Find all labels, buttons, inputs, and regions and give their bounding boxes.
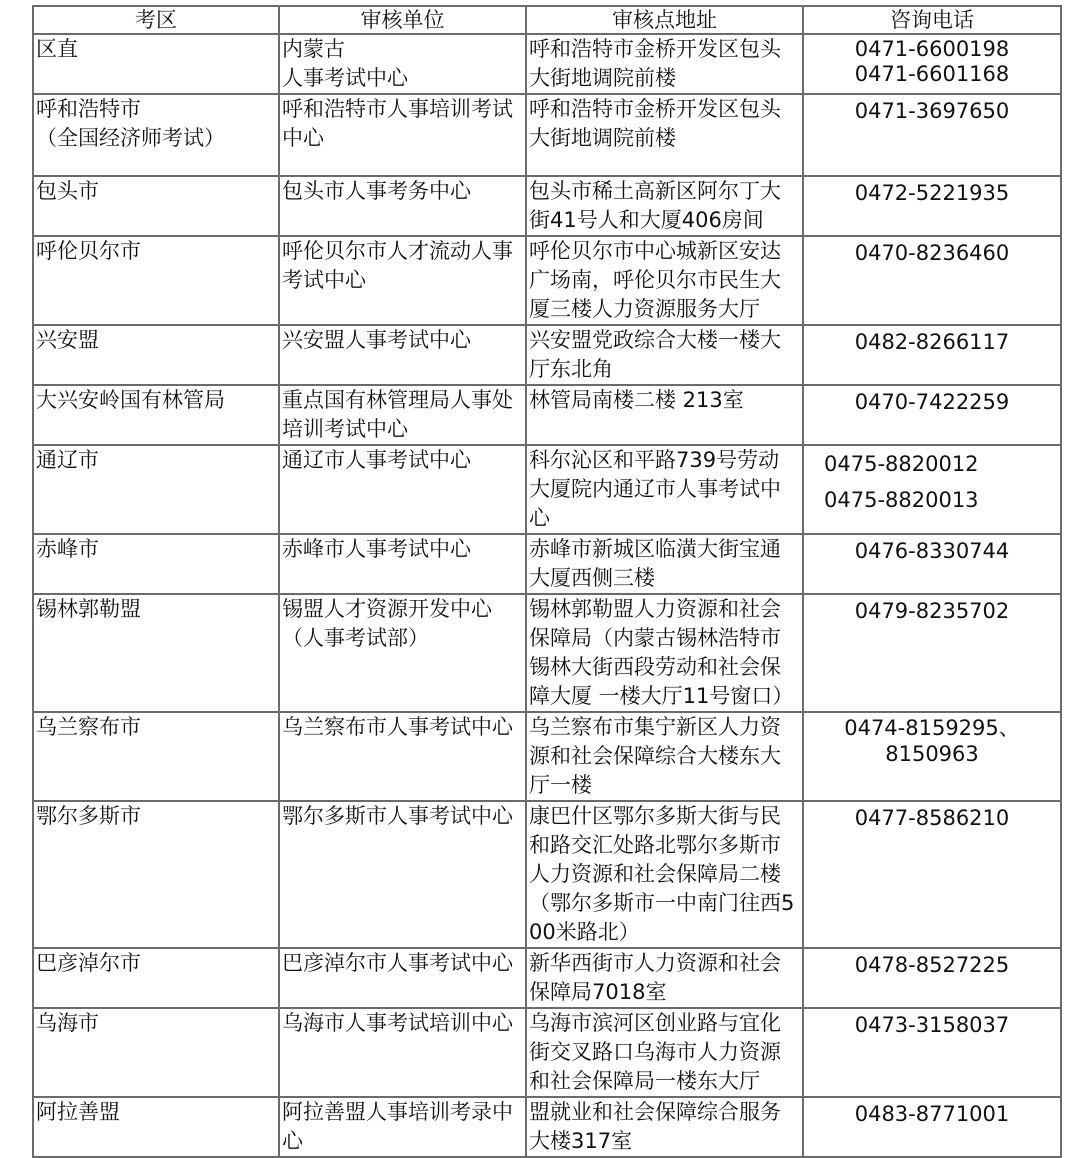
cell-address: 赤峰市新城区临潢大街宝通大厦西侧三楼 — [526, 534, 803, 594]
cell-phone: 0476-8330744 — [803, 534, 1061, 594]
cell-address: 康巴什区鄂尔多斯大街与民和路交汇处路北鄂尔多斯市人力资源和社会保障局二楼（鄂尔多斯市一中南门往西500米路北） — [526, 801, 803, 948]
table-row — [33, 534, 1061, 594]
cell-unit: 赤峰市人事考试中心 — [279, 534, 526, 594]
table-row — [33, 94, 1061, 176]
table-row — [33, 1008, 1061, 1097]
cell-unit: 通辽市人事考试中心 — [279, 445, 526, 534]
cell-area: 锡林郭勒盟 — [33, 594, 279, 712]
cell-phone: 0471-6600198 0471-6601168 — [803, 34, 1061, 94]
cell-unit: 重点国有林管理局人事处培训考试中心 — [279, 385, 526, 445]
cell-phone: 0477-8586210 — [803, 801, 1061, 948]
table-header-row — [33, 6, 1061, 34]
cell-phone: 0479-8235702 — [803, 594, 1061, 712]
table-row — [33, 34, 1061, 94]
cell-phone: 0475-8820012 0475-8820013 — [803, 445, 1061, 534]
cell-area: 呼和浩特市 （全国经济师考试） — [33, 94, 279, 176]
cell-unit: 锡盟人才资源开发中心 （人事考试部） — [279, 594, 526, 712]
cell-address: 盟就业和社会保障综合服务大楼317室 — [526, 1097, 803, 1157]
cell-address: 林管局南楼二楼 213室 — [526, 385, 803, 445]
cell-area: 兴安盟 — [33, 325, 279, 385]
table-row — [33, 801, 1061, 948]
cell-area: 通辽市 — [33, 445, 279, 534]
table-row — [33, 594, 1061, 712]
table-row — [33, 445, 1061, 534]
table-row — [33, 1097, 1061, 1157]
cell-area: 区直 — [33, 34, 279, 94]
cell-address: 呼和浩特市金桥开发区包头大街地调院前楼 — [526, 34, 803, 94]
cell-unit: 鄂尔多斯市人事考试中心 — [279, 801, 526, 948]
cell-address: 呼和浩特市金桥开发区包头大街地调院前楼 — [526, 94, 803, 176]
table-row — [33, 948, 1061, 1008]
exam-review-table-container — [32, 5, 1060, 1158]
header-exam-area: 考区 — [33, 6, 279, 34]
cell-area: 乌海市 — [33, 1008, 279, 1097]
table-row — [33, 712, 1061, 801]
cell-address: 乌兰察布市集宁新区人力资源和社会保障综合大楼东大厅一楼 — [526, 712, 803, 801]
cell-phone: 0471-3697650 — [803, 94, 1061, 176]
cell-area: 鄂尔多斯市 — [33, 801, 279, 948]
cell-phone: 0470-7422259 — [803, 385, 1061, 445]
cell-unit: 巴彦淖尔市人事考试中心 — [279, 948, 526, 1008]
cell-area: 包头市 — [33, 176, 279, 236]
cell-address: 呼伦贝尔市中心城新区安达广场南，呼伦贝尔市民生大厦三楼人力资源服务大厅 — [526, 236, 803, 325]
table-row — [33, 325, 1061, 385]
cell-phone: 0482-8266117 — [803, 325, 1061, 385]
cell-area: 阿拉善盟 — [33, 1097, 279, 1157]
header-consult-phone: 咨询电话 — [803, 6, 1061, 34]
cell-phone: 0483-8771001 — [803, 1097, 1061, 1157]
table-row — [33, 236, 1061, 325]
cell-area: 大兴安岭国有林管局 — [33, 385, 279, 445]
cell-address: 兴安盟党政综合大楼一楼大厅东北角 — [526, 325, 803, 385]
cell-unit: 阿拉善盟人事培训考录中心 — [279, 1097, 526, 1157]
table-row — [33, 176, 1061, 236]
cell-unit: 内蒙古 人事考试中心 — [279, 34, 526, 94]
exam-review-table — [32, 5, 1062, 1158]
cell-phone: 0473-3158037 — [803, 1008, 1061, 1097]
cell-address: 新华西街市人力资源和社会保障局7018室 — [526, 948, 803, 1008]
cell-address: 包头市稀土高新区阿尔丁大街41号人和大厦406房间 — [526, 176, 803, 236]
cell-unit: 兴安盟人事考试中心 — [279, 325, 526, 385]
cell-address: 锡林郭勒盟人力资源和社会保障局（内蒙古锡林浩特市锡林大街西段劳动和社会保障大厦 一楼大厅11号窗口） — [526, 594, 803, 712]
cell-unit: 呼和浩特市人事培训考试中心 — [279, 94, 526, 176]
cell-phone: 0474-8159295、 8150963 — [803, 712, 1061, 801]
cell-area: 赤峰市 — [33, 534, 279, 594]
cell-unit: 包头市人事考务中心 — [279, 176, 526, 236]
cell-area: 巴彦淖尔市 — [33, 948, 279, 1008]
cell-area: 呼伦贝尔市 — [33, 236, 279, 325]
cell-unit: 乌兰察布市人事考试中心 — [279, 712, 526, 801]
table-row — [33, 385, 1061, 445]
cell-address: 科尔沁区和平路739号劳动大厦院内通辽市人事考试中心 — [526, 445, 803, 534]
cell-unit: 乌海市人事考试培训中心 — [279, 1008, 526, 1097]
header-review-address: 审核点地址 — [526, 6, 803, 34]
cell-phone: 0478-8527225 — [803, 948, 1061, 1008]
cell-address: 乌海市滨河区创业路与宜化街交叉路口乌海市人力资源和社会保障局一楼东大厅 — [526, 1008, 803, 1097]
cell-phone: 0470-8236460 — [803, 236, 1061, 325]
cell-area: 乌兰察布市 — [33, 712, 279, 801]
header-review-unit: 审核单位 — [279, 6, 526, 34]
cell-unit: 呼伦贝尔市人才流动人事考试中心 — [279, 236, 526, 325]
cell-phone: 0472-5221935 — [803, 176, 1061, 236]
